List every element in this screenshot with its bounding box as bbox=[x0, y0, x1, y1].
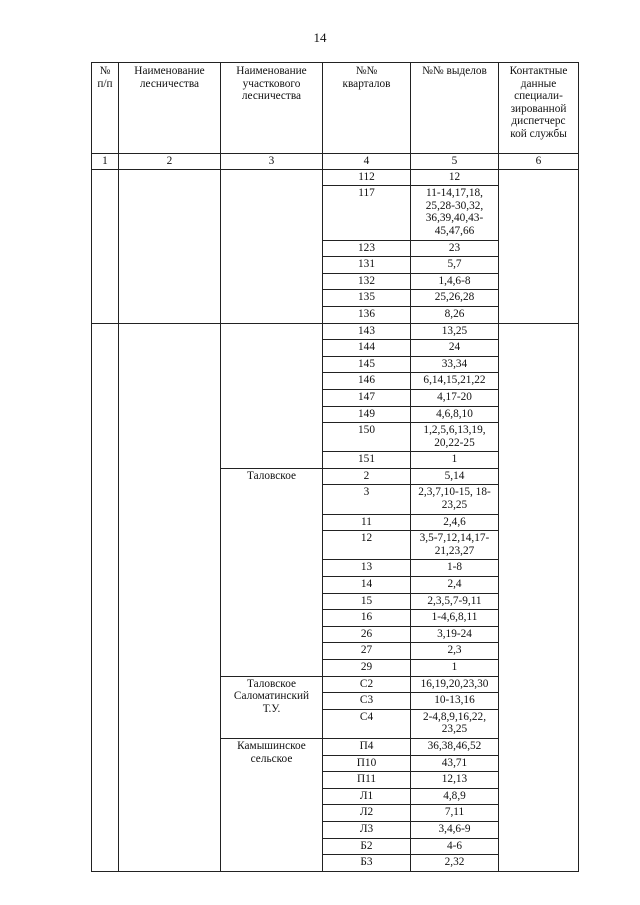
cell-district bbox=[221, 676, 323, 738]
cell-plots bbox=[411, 531, 499, 560]
plots-line: 33,34 bbox=[441, 357, 468, 370]
cell-plots bbox=[411, 709, 499, 738]
district-name-line: Т.У. bbox=[262, 702, 281, 715]
column-number: 4 bbox=[323, 154, 411, 170]
cell-plots bbox=[411, 290, 499, 307]
cell-quarter: Л2 bbox=[323, 805, 411, 822]
plots-line: 7,11 bbox=[444, 806, 465, 819]
cell-plots bbox=[411, 610, 499, 627]
plots-line: 2,4,6 bbox=[443, 515, 466, 528]
plots-line: 43,71 bbox=[441, 756, 468, 769]
cell-quarter: 151 bbox=[323, 452, 411, 469]
cell-plots bbox=[411, 577, 499, 594]
plots-line: 3,4,6-9 bbox=[438, 822, 471, 835]
district-name-line: сельское bbox=[250, 752, 293, 765]
cell-plots bbox=[411, 169, 499, 186]
cell-plots bbox=[411, 821, 499, 838]
cell-quarter: 2 bbox=[323, 468, 411, 485]
header-plots bbox=[411, 63, 499, 154]
plots-line: 1 bbox=[451, 661, 458, 673]
plots-line: 12 bbox=[448, 170, 461, 183]
cell-quarter: 29 bbox=[323, 660, 411, 677]
plots-line: 1-4,6,8,11 bbox=[431, 611, 478, 624]
plots-line: 23 bbox=[448, 241, 461, 254]
cell-quarter: 144 bbox=[323, 340, 411, 357]
cell-quarter: П11 bbox=[323, 772, 411, 789]
plots-line: 24 bbox=[448, 341, 461, 354]
column-number: 6 bbox=[499, 154, 579, 170]
plots-line: 2,3,7,10-15, 18- bbox=[418, 486, 491, 499]
column-number: 5 bbox=[411, 154, 499, 170]
header-line: участкового bbox=[242, 77, 301, 90]
cell-district bbox=[221, 468, 323, 676]
header-forestry bbox=[119, 63, 221, 154]
cell-quarter: 132 bbox=[323, 273, 411, 290]
cell-quarter: 3 bbox=[323, 485, 411, 514]
cell-district bbox=[221, 323, 323, 468]
header-line: диспетчерс bbox=[511, 115, 566, 128]
plots-line: 25,28-30,32, bbox=[425, 199, 484, 212]
cell-plots bbox=[411, 855, 499, 872]
plots-line: 1-8 bbox=[446, 561, 463, 574]
cell-quarter: 16 bbox=[323, 610, 411, 627]
cell-plots bbox=[411, 643, 499, 660]
header-line: Наименование bbox=[236, 65, 307, 77]
cell-quarter: 123 bbox=[323, 240, 411, 257]
cell-plots bbox=[411, 560, 499, 577]
cell-plots bbox=[411, 485, 499, 514]
cell-plots bbox=[411, 676, 499, 693]
cell-plots bbox=[411, 755, 499, 772]
cell-plots bbox=[411, 273, 499, 290]
plots-line: 10-13,16 bbox=[434, 694, 475, 707]
cell-plots bbox=[411, 389, 499, 406]
cell-quarter: 14 bbox=[323, 577, 411, 594]
cell-quarter: 149 bbox=[323, 406, 411, 423]
cell-forestry bbox=[119, 169, 221, 323]
cell-quarter: Б3 bbox=[323, 855, 411, 872]
cell-plots bbox=[411, 306, 499, 323]
table-body bbox=[92, 169, 579, 871]
plots-line: 4,8,9 bbox=[443, 789, 466, 802]
cell-quarter: 135 bbox=[323, 290, 411, 307]
header-line: п/п bbox=[97, 77, 113, 90]
column-number: 3 bbox=[221, 154, 323, 170]
plots-line: 2,32 bbox=[444, 856, 465, 869]
cell-plots bbox=[411, 373, 499, 390]
cell-plots bbox=[411, 626, 499, 643]
plots-line: 13,25 bbox=[441, 324, 468, 337]
column-number: 1 bbox=[92, 154, 119, 170]
plots-line: 21,23,27 bbox=[434, 544, 475, 557]
cell-plots bbox=[411, 356, 499, 373]
district-name-line: Камышинское bbox=[237, 739, 306, 752]
table-row bbox=[92, 323, 579, 340]
cell-quarter: Б2 bbox=[323, 838, 411, 855]
cell-plots bbox=[411, 240, 499, 257]
cell-plots bbox=[411, 838, 499, 855]
cell-quarter: П10 bbox=[323, 755, 411, 772]
cell-quarter: 136 bbox=[323, 306, 411, 323]
plots-line: 36,39,40,43- bbox=[425, 212, 484, 225]
cell-plots bbox=[411, 340, 499, 357]
plots-line: 45,47,66 bbox=[434, 224, 475, 237]
header-line: №№ bbox=[355, 65, 378, 77]
district-name-line: Саломатинский bbox=[233, 690, 310, 703]
cell-quarter: 13 bbox=[323, 560, 411, 577]
cell-quarter: С3 bbox=[323, 693, 411, 710]
plots-line: 4,17-20 bbox=[437, 390, 472, 403]
cell-number bbox=[92, 169, 119, 323]
header-line: зированной bbox=[510, 102, 567, 115]
plots-line: 2,3 bbox=[447, 644, 462, 657]
plots-line: 5,14 bbox=[444, 469, 465, 482]
district-name-line: Таловское bbox=[246, 677, 296, 690]
cell-district bbox=[221, 738, 323, 871]
header-line: кой службы bbox=[510, 127, 567, 140]
plots-line: 20,22-25 bbox=[434, 436, 475, 449]
plots-line: 6,14,15,21,22 bbox=[423, 374, 486, 387]
cell-quarter: 117 bbox=[323, 186, 411, 240]
plots-line: 5,7 bbox=[447, 258, 462, 271]
cell-contacts bbox=[499, 169, 579, 323]
cell-quarter: 146 bbox=[323, 373, 411, 390]
plots-line: 23,25 bbox=[441, 499, 468, 512]
column-number: 2 bbox=[119, 154, 221, 170]
cell-quarter: 131 bbox=[323, 257, 411, 274]
cell-quarter: Л1 bbox=[323, 788, 411, 805]
plots-line: 1,4,6-8 bbox=[438, 274, 471, 287]
plots-line: 2-4,8,9,16,22, bbox=[422, 710, 487, 723]
header-line: кварталов bbox=[342, 77, 391, 90]
plots-line: 11-14,17,18, bbox=[425, 187, 483, 200]
plots-line: 2,4 bbox=[447, 578, 462, 591]
plots-line: 16,19,20,23,30 bbox=[420, 677, 489, 690]
district-name: Таловское bbox=[246, 469, 296, 482]
plots-line: 2,3,5,7-9,11 bbox=[427, 594, 482, 607]
cell-plots bbox=[411, 738, 499, 755]
cell-plots bbox=[411, 186, 499, 240]
page-number: 14 bbox=[313, 30, 327, 45]
cell-quarter: 112 bbox=[323, 169, 411, 186]
cell-quarter: С2 bbox=[323, 676, 411, 693]
cell-plots bbox=[411, 660, 499, 677]
column-number-row bbox=[92, 154, 579, 170]
cell-plots bbox=[411, 593, 499, 610]
cell-quarter: 143 bbox=[323, 323, 411, 340]
cell-plots bbox=[411, 693, 499, 710]
cell-plots bbox=[411, 514, 499, 531]
plots-line: 36,38,46,52 bbox=[427, 739, 482, 752]
header-number bbox=[92, 63, 119, 154]
header-line: данные bbox=[520, 77, 557, 90]
header-line: специали- bbox=[514, 90, 563, 103]
plots-line: 4,6,8,10 bbox=[436, 407, 473, 420]
cell-plots bbox=[411, 788, 499, 805]
header-line: лесничества bbox=[139, 77, 200, 90]
cell-quarter: 147 bbox=[323, 389, 411, 406]
cell-quarter: 145 bbox=[323, 356, 411, 373]
table-header bbox=[92, 63, 579, 170]
plots-line: 1,2,5,6,13,19, bbox=[423, 424, 486, 437]
cell-district bbox=[221, 169, 323, 323]
plots-line: 3,19-24 bbox=[437, 627, 472, 640]
cell-number bbox=[92, 323, 119, 871]
cell-quarter: П4 bbox=[323, 738, 411, 755]
cell-plots bbox=[411, 468, 499, 485]
cell-plots bbox=[411, 423, 499, 452]
cell-quarter: 27 bbox=[323, 643, 411, 660]
plots-line: 4-6 bbox=[446, 839, 463, 852]
plots-line: 12,13 bbox=[441, 773, 468, 786]
cell-quarter: 11 bbox=[323, 514, 411, 531]
forestry-table bbox=[91, 62, 579, 872]
plots-line: 8,26 bbox=[444, 307, 465, 320]
table-row bbox=[92, 169, 579, 186]
cell-plots bbox=[411, 323, 499, 340]
header-quarters bbox=[323, 63, 411, 154]
header-line: Наименование bbox=[134, 65, 205, 77]
cell-plots bbox=[411, 452, 499, 469]
header-contacts bbox=[499, 63, 579, 154]
header-line: Контактные bbox=[509, 65, 568, 77]
cell-quarter: 15 bbox=[323, 593, 411, 610]
cell-plots bbox=[411, 772, 499, 789]
plots-line: 3,5-7,12,14,17- bbox=[419, 532, 490, 545]
header-line: лесничества bbox=[241, 90, 302, 103]
cell-plots bbox=[411, 406, 499, 423]
cell-plots bbox=[411, 257, 499, 274]
cell-quarter: С4 bbox=[323, 709, 411, 738]
header-line: № bbox=[99, 65, 111, 77]
header-district-forestry bbox=[221, 63, 323, 154]
cell-quarter: 150 bbox=[323, 423, 411, 452]
plots-line: 1 bbox=[451, 453, 458, 466]
cell-quarter: 26 bbox=[323, 626, 411, 643]
plots-line: 23,25 bbox=[441, 723, 468, 736]
cell-plots bbox=[411, 805, 499, 822]
cell-contacts bbox=[499, 323, 579, 871]
cell-quarter: 12 bbox=[323, 531, 411, 560]
plots-line: 25,26,28 bbox=[434, 291, 475, 304]
header-row bbox=[92, 63, 579, 154]
cell-forestry bbox=[119, 323, 221, 871]
cell-quarter: Л3 bbox=[323, 821, 411, 838]
header-line: №№ выделов bbox=[422, 65, 487, 77]
